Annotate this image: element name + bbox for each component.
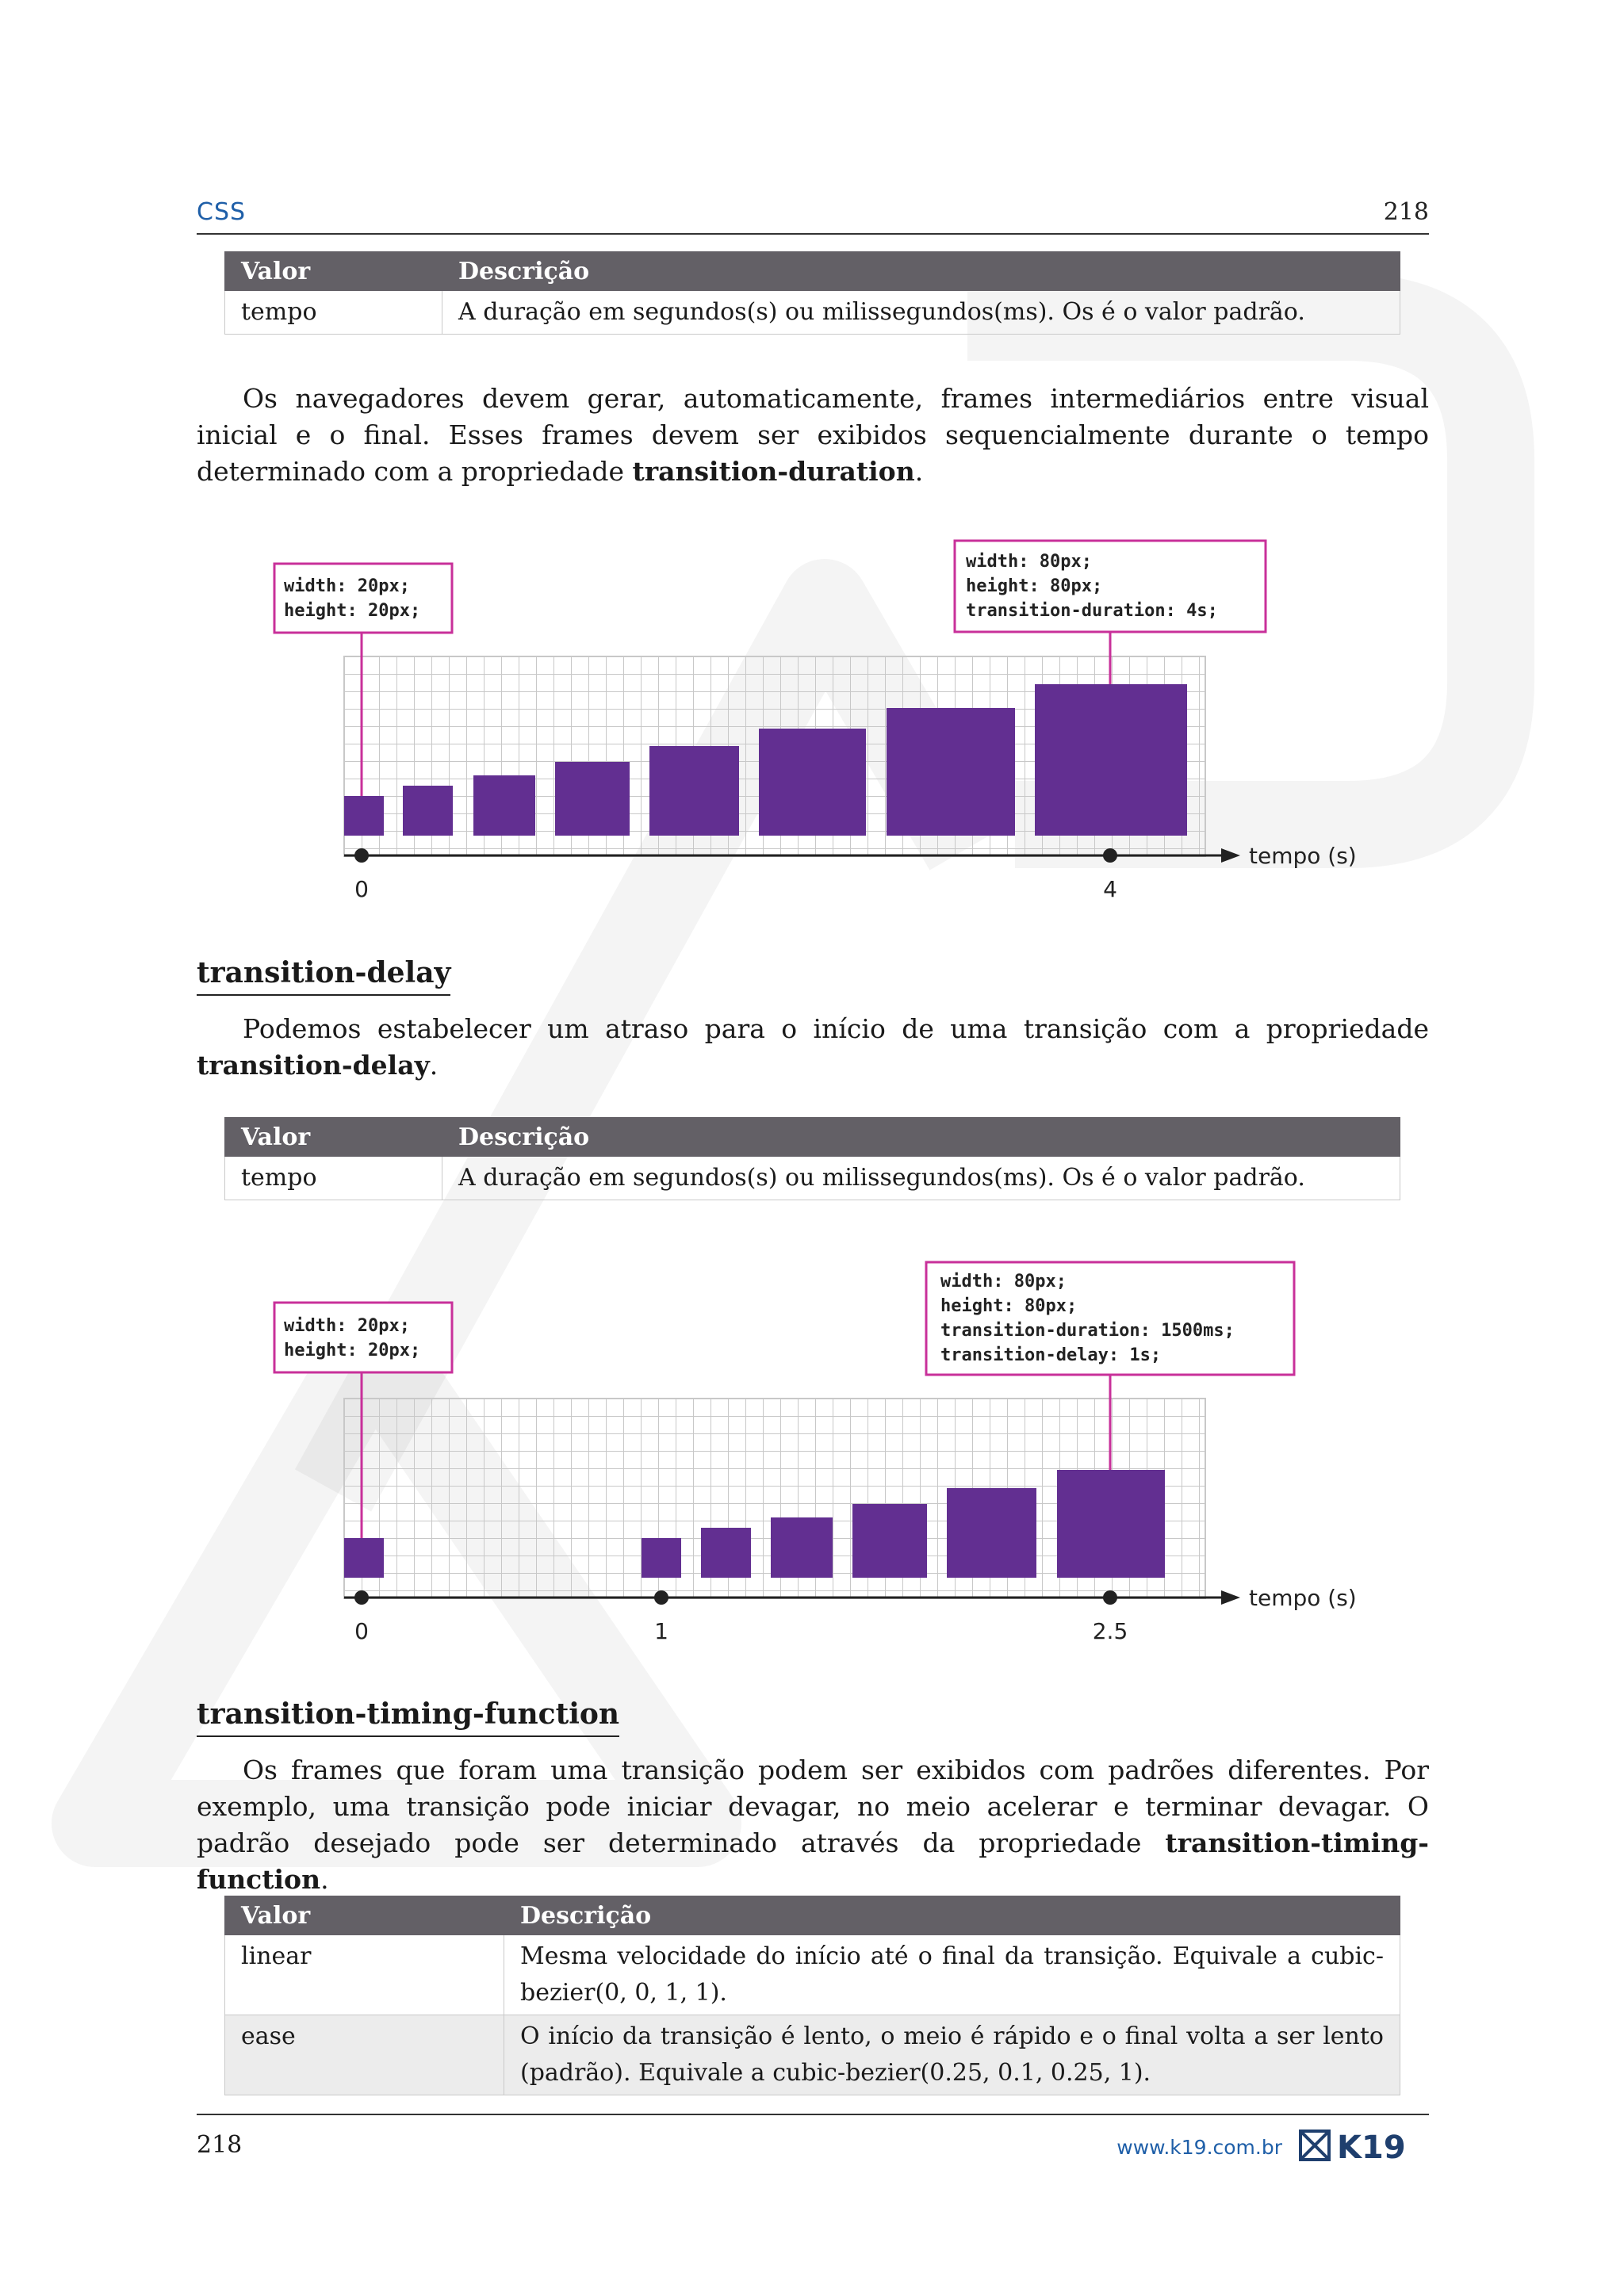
page-header [197,197,1429,235]
header-page-number: 218 [1383,198,1429,226]
table-cell: O início da transição é lento, o meio é rápido e o final volta a ser lento (padrão). Equivale a cubic-bezier(0.25, 0.1, 0.25, 1). [504,2015,1400,2095]
table-cell: Mesma velocidade do início até o final da transição. Equivale a cubic-bezier(0, 0, 1, 1). [504,1935,1400,2015]
paragraph-bold: transition-delay [197,1050,430,1081]
axis-arrow [1221,1590,1240,1605]
tick-label: 1 [654,1618,668,1644]
callout-start-text: width: 20px; height: 20px; [284,1316,421,1360]
duration-table [224,251,1400,335]
k19-logo [1299,2128,1429,2163]
tick-label: 2.5 [1092,1618,1128,1644]
square-frame [649,746,739,836]
svg-text:K19: K19 [1337,2130,1406,2163]
square-frame [555,762,630,836]
table-row [225,2015,1400,2095]
page-footer [197,2114,1429,2163]
callout-start-box [274,1303,452,1372]
delay-table [224,1117,1400,1200]
square-frame [771,1517,833,1578]
table-header-row [225,1896,1400,1935]
axis-label: tempo (s) [1249,843,1357,869]
duration-paragraph: Os navegadores devem gerar, automaticamente, frames intermediários entre visual inicial e o final. Esses frames devem ser exibidos sequencialmente durante o tempo determinado com a propriedade transition-duration. [197,383,1429,487]
square-frame [852,1504,927,1578]
table-cell: ease [225,2015,504,2095]
table-cell: A duração em segundos(s) ou milissegundos(ms). Os é o valor padrão. [442,1157,1400,1200]
table-header-row [225,1118,1400,1157]
delay-paragraph: Podemos estabelecer um atraso para o início de uma transição com a propriedade transition-delay. [197,1013,1429,1081]
square-frame [759,729,866,836]
footer-page-number: 218 [197,2131,243,2159]
header-title: CSS [197,198,247,226]
column-header: Valor [225,1118,442,1157]
callout-end-text: width: 80px; height: 80px; transition-duration: 4s; [966,552,1218,621]
table-cell: tempo [225,291,442,335]
section-heading-delay: transition-delay [197,956,450,996]
table-cell: linear [225,1935,504,2015]
square-frame [344,1538,384,1578]
axis-label: tempo (s) [1249,1585,1357,1611]
square-frame [1057,1470,1165,1578]
column-header: Descrição [504,1896,1400,1935]
square-frame [642,1538,681,1578]
square-frame [887,708,1015,836]
callout-start-box [274,564,452,633]
timing-paragraph: Os frames que foram uma transição podem ser exibidos com padrões diferentes. Por exemplo, uma transição pode iniciar devagar, no meio acelerar e terminar devagar. O padrão desejado pode ser determinado através da propriedade transition-timing-function. [197,1755,1429,1895]
square-frame [473,775,535,836]
paragraph-text: Podemos estabelecer um atraso para o início de uma transição com a propriedade [243,1013,1429,1044]
table-cell: tempo [225,1157,442,1200]
tick-label: 4 [1103,876,1117,902]
timing-table [224,1896,1400,2095]
axis-point [654,1590,668,1605]
axis-point [1103,1590,1117,1605]
axis-point [354,848,369,863]
paragraph-bold: transition-duration [632,456,915,487]
callout-end-text: width: 80px; height: 80px; transition-duration: 1500ms; transition-delay: 1s; [940,1272,1235,1365]
paragraph-text: Os frames que foram uma transição podem ser exibidos com padrões diferentes. Por exemplo, uma transição pode iniciar devagar, no meio acelerar e terminar devagar. O padrão desejado pode ser determinado através da propriedade [197,1755,1429,1858]
axis-arrow [1221,848,1240,863]
table-header-row [225,252,1400,291]
column-header: Descrição [442,1118,1400,1157]
transition-delay-diagram [0,1253,1624,1657]
callout-start-text: width: 20px; height: 20px; [284,576,421,621]
square-frame [344,796,384,836]
column-header: Descrição [442,252,1400,291]
column-header: Valor [225,252,442,291]
square-frame [947,1488,1036,1578]
square-frame [701,1528,751,1578]
table-row [225,291,1400,335]
paragraph-bold: transition-timing-function [197,1827,1429,1895]
transition-duration-diagram [0,523,1624,920]
axis-point [354,1590,369,1605]
tick-label: 0 [354,876,369,902]
axis-point [1103,848,1117,863]
square-frame [1035,684,1187,836]
table-cell: A duração em segundos(s) ou milissegundos(ms). Os é o valor padrão. [442,291,1400,335]
square-frame [403,786,453,836]
section-heading-timing: transition-timing-function [197,1697,619,1737]
column-header: Valor [225,1896,504,1935]
tick-label: 0 [354,1618,369,1644]
paragraph-text: Os navegadores devem gerar, automaticamente, frames intermediários entre visual inicial e o final. Esses frames devem ser exibidos sequencialmente durante o tempo determinado com a propriedade [197,383,1429,487]
table-row [225,1935,1400,2015]
footer-url-link[interactable]: www.k19.com.br [1116,2136,1282,2159]
table-row [225,1157,1400,1200]
